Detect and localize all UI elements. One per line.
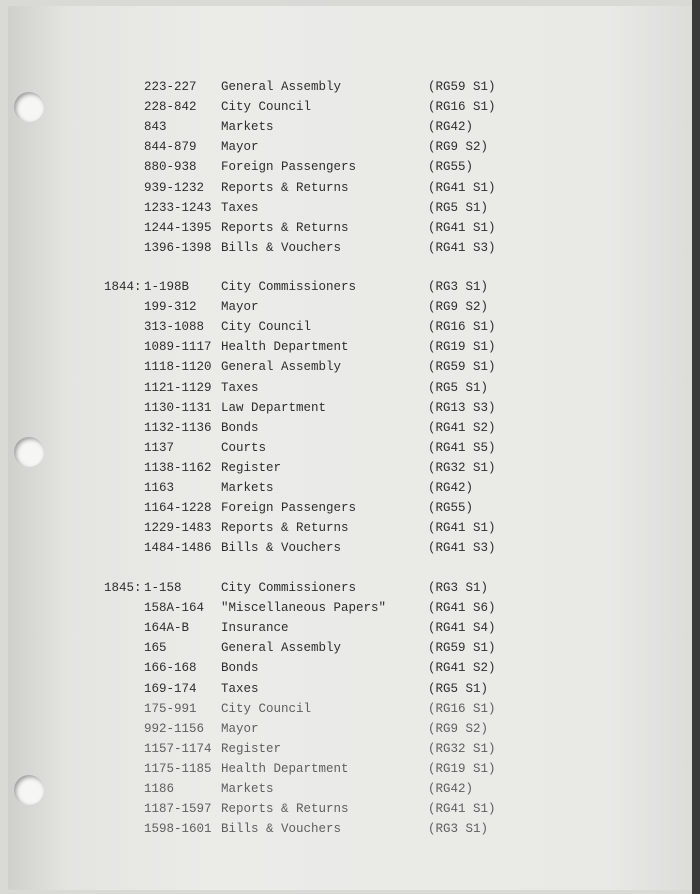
- item-range: 164A-B: [144, 621, 190, 636]
- list-item: [0, 378, 700, 398]
- item-range: 843: [144, 120, 167, 135]
- record-description: Taxes: [221, 200, 259, 215]
- list-item: [0, 97, 700, 117]
- record-description: "Miscellaneous Papers": [221, 601, 387, 616]
- list-item: [0, 759, 700, 779]
- list-item: [0, 578, 700, 598]
- record-group: (RG9 S2): [428, 721, 489, 736]
- record-group: (RG16 S1): [428, 100, 496, 115]
- record-description: City Council: [221, 320, 312, 335]
- item-range: 1-158: [144, 581, 182, 595]
- record-group: (RG59 S1): [428, 80, 496, 94]
- record-description: Bills & Vouchers: [221, 822, 342, 837]
- list-item: [0, 819, 700, 839]
- record-description: Foreign Passengers: [221, 160, 357, 175]
- list-item: [0, 178, 700, 198]
- item-range: 1121-1129: [144, 380, 212, 395]
- record-group: (RG41 S3): [428, 240, 496, 255]
- item-range: 992-1156: [144, 721, 205, 736]
- item-range: 1233-1243: [144, 200, 212, 215]
- list-item: [0, 297, 700, 317]
- record-group: (RG41 S1): [428, 220, 496, 235]
- record-group: (RG42): [428, 120, 474, 135]
- record-description: Register: [221, 741, 282, 756]
- record-group: (RG41 S4): [428, 621, 496, 636]
- record-group: (RG41 S3): [428, 541, 496, 556]
- record-group: (RG3 S1): [428, 581, 489, 595]
- item-range: 939-1232: [144, 180, 205, 195]
- record-group: (RG41 S5): [428, 440, 496, 455]
- item-range: 1163: [144, 481, 175, 495]
- item-range: 1244-1395: [144, 220, 212, 235]
- record-description: City Commissioners: [221, 581, 357, 595]
- list-item: [0, 658, 700, 678]
- record-group: (RG41 S1): [428, 521, 496, 536]
- record-description: Markets: [221, 120, 274, 135]
- record-description: Taxes: [221, 380, 259, 395]
- record-description: Reports & Returns: [221, 521, 349, 536]
- item-range: 844-879: [144, 140, 197, 155]
- list-item: [0, 157, 700, 177]
- list-item: [0, 779, 700, 799]
- list-item: [0, 218, 700, 238]
- record-description: Reports & Returns: [221, 180, 349, 195]
- record-group: (RG5 S1): [428, 200, 489, 215]
- record-description: Bills & Vouchers: [221, 240, 342, 255]
- list-item: [0, 418, 700, 438]
- record-group: (RG41 S1): [428, 802, 496, 817]
- list-item: [0, 478, 700, 498]
- list-item: [0, 538, 700, 558]
- record-group: (RG42): [428, 481, 474, 495]
- record-description: City Council: [221, 701, 312, 716]
- record-description: Law Department: [221, 400, 327, 415]
- record-description: Health Department: [221, 761, 349, 776]
- record-description: Mayor: [221, 721, 259, 736]
- record-group: (RG3 S1): [428, 822, 489, 837]
- list-item: [0, 198, 700, 218]
- item-range: 158A-164: [144, 601, 205, 616]
- item-range: 1187-1597: [144, 802, 212, 817]
- item-range: 1089-1117: [144, 340, 212, 355]
- record-description: Taxes: [221, 681, 259, 696]
- item-range: 1138-1162: [144, 460, 212, 475]
- record-group: (RG55): [428, 501, 474, 516]
- record-group: (RG59 S1): [428, 641, 496, 656]
- record-description: General Assembly: [221, 360, 342, 375]
- item-range: 313-1088: [144, 320, 205, 335]
- item-range: 1484-1486: [144, 541, 212, 556]
- item-range: 228-842: [144, 100, 197, 115]
- item-range: 1132-1136: [144, 420, 212, 435]
- record-description: Health Department: [221, 340, 349, 355]
- item-range: 1186: [144, 782, 175, 796]
- list-item: [0, 77, 700, 97]
- record-group: (RG5 S1): [428, 681, 489, 696]
- record-group: (RG5 S1): [428, 380, 489, 395]
- list-item: [0, 598, 700, 618]
- year-label: 1844:: [104, 280, 142, 294]
- list-item: [0, 699, 700, 719]
- list-item: [0, 458, 700, 478]
- list-item: [0, 638, 700, 658]
- item-range: 1175-1185: [144, 761, 212, 776]
- record-group: (RG9 S2): [428, 140, 489, 155]
- record-group: (RG13 S3): [428, 400, 496, 415]
- list-item: [0, 518, 700, 538]
- record-group: (RG42): [428, 782, 474, 796]
- list-item: [0, 238, 700, 258]
- record-group: (RG3 S1): [428, 280, 489, 294]
- record-description: Insurance: [221, 621, 289, 636]
- record-description: General Assembly: [221, 641, 342, 656]
- item-range: 175-991: [144, 701, 197, 716]
- item-range: 166-168: [144, 661, 197, 676]
- list-item: [0, 438, 700, 458]
- year-label: 1845:: [104, 581, 142, 595]
- item-range: 1130-1131: [144, 400, 212, 415]
- list-item: [0, 337, 700, 357]
- item-range: 1229-1483: [144, 521, 212, 536]
- record-description: Register: [221, 460, 282, 475]
- record-group: (RG41 S2): [428, 420, 496, 435]
- item-range: 199-312: [144, 300, 197, 315]
- item-range: 1164-1228: [144, 501, 212, 516]
- record-group: (RG41 S6): [428, 601, 496, 616]
- list-item: [0, 277, 700, 297]
- record-group: (RG32 S1): [428, 741, 496, 756]
- record-group: (RG16 S1): [428, 701, 496, 716]
- list-item: [0, 398, 700, 418]
- item-range: 1396-1398: [144, 240, 212, 255]
- record-description: Mayor: [221, 140, 259, 155]
- item-range: 169-174: [144, 681, 197, 696]
- list-item: [0, 117, 700, 137]
- item-range: 1137: [144, 440, 175, 455]
- list-item: [0, 357, 700, 377]
- record-description: Foreign Passengers: [221, 501, 357, 516]
- record-group: (RG55): [428, 160, 474, 175]
- record-group: (RG9 S2): [428, 300, 489, 315]
- record-description: Bonds: [221, 661, 259, 676]
- item-range: 880-938: [144, 160, 197, 175]
- record-group: (RG59 S1): [428, 360, 496, 375]
- item-range: 165: [144, 641, 167, 656]
- list-item: [0, 739, 700, 759]
- item-range: 1157-1174: [144, 741, 212, 756]
- record-group: (RG19 S1): [428, 340, 496, 355]
- item-range: 1-198B: [144, 280, 190, 294]
- record-description: General Assembly: [221, 80, 342, 94]
- record-description: Reports & Returns: [221, 802, 349, 817]
- record-description: City Council: [221, 100, 312, 115]
- record-description: Markets: [221, 481, 274, 495]
- record-description: Courts: [221, 440, 267, 455]
- item-range: 1598-1601: [144, 822, 212, 837]
- list-item: [0, 498, 700, 518]
- list-item: [0, 799, 700, 819]
- record-group: (RG16 S1): [428, 320, 496, 335]
- record-description: Mayor: [221, 300, 259, 315]
- record-description: Reports & Returns: [221, 220, 349, 235]
- record-group: (RG41 S2): [428, 661, 496, 676]
- record-group: (RG19 S1): [428, 761, 496, 776]
- record-description: City Commissioners: [221, 280, 357, 294]
- record-group: (RG32 S1): [428, 460, 496, 475]
- list-item: [0, 679, 700, 699]
- item-range: 223-227: [144, 80, 197, 94]
- list-item: [0, 317, 700, 337]
- record-description: Markets: [221, 782, 274, 796]
- list-item: [0, 618, 700, 638]
- record-group: (RG41 S1): [428, 180, 496, 195]
- item-range: 1118-1120: [144, 360, 212, 375]
- record-description: Bonds: [221, 420, 259, 435]
- list-item: [0, 719, 700, 739]
- list-item: [0, 137, 700, 157]
- record-description: Bills & Vouchers: [221, 541, 342, 556]
